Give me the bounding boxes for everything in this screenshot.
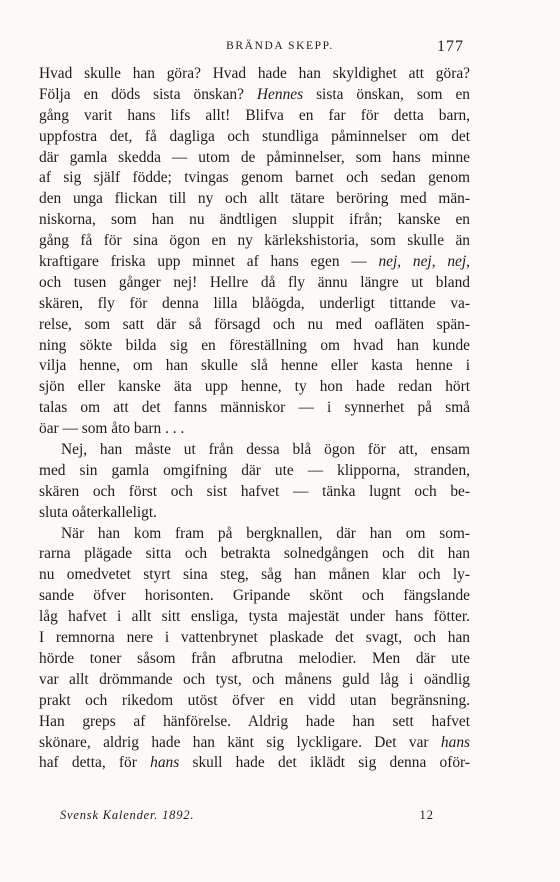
text-line: med sin gamla omgifning där ute — klipporna, stranden, bbox=[39, 461, 470, 479]
text-run: Följa en döds sista önskan? bbox=[39, 85, 257, 103]
text-line: där gamla skedda — utom de påminnelser, som hans minne bbox=[39, 148, 470, 166]
text-line: uppfostra det, få dagliga och stundliga påminnelser om det bbox=[39, 127, 470, 145]
text-line: gång få för sina ögon en ny kärlekshistoria, som skulle än bbox=[39, 232, 470, 250]
page-number: 177 bbox=[437, 38, 464, 55]
text-run: , bbox=[431, 253, 448, 271]
text-line: låg hafvet i allt sitt ensliga, tysta majestät under hans fötter. bbox=[39, 608, 470, 626]
text-line: relse, som satt där så försagd och nu med oafläten spän- bbox=[39, 315, 470, 333]
text-line: var allt drömmande och tyst, och månens guld låg i oändlig bbox=[39, 670, 470, 688]
emphasis: nej bbox=[412, 253, 432, 271]
text-run: kraftigare friska upp minnet af hans egen — bbox=[39, 253, 379, 271]
text-line bbox=[39, 753, 470, 774]
text-line: Nej, han måste ut från dessa blå ögon för att, ensam bbox=[61, 441, 470, 459]
text-run: sista önskan, som en bbox=[303, 85, 470, 103]
text-line: talas om att det fanns människor — i synnerhet på små bbox=[39, 399, 470, 417]
page-footer bbox=[60, 808, 434, 828]
text-line: rarna plägade sitta och betrakta solnedgången och dit han bbox=[39, 545, 470, 563]
text-line: prakt och rikedom utöst öfver en vidd utan begränsning. bbox=[39, 691, 470, 709]
text-line: den unga flickan till ny och allt tätare beröring med män- bbox=[39, 190, 470, 208]
text-line: sande öfver horisonten. Gripande skönt och fängslande bbox=[39, 587, 470, 605]
text-line bbox=[39, 252, 470, 273]
text-line: Han greps af hänförelse. Aldrig hade han sett hafvet bbox=[39, 712, 470, 730]
text-line: Hvad skulle han göra? Hvad hade han skyldighet att göra? bbox=[39, 65, 470, 82]
text-line: skären och först och sist hafvet — tänka lugnt och be- bbox=[39, 482, 470, 500]
text-line: sjön eller kanske äta upp henne, ty hon hade redan hört bbox=[39, 378, 470, 396]
text-line: hörde toner såsom från afbrutna melodier. Men där ute bbox=[39, 649, 470, 667]
text-run: , bbox=[397, 253, 413, 271]
running-title: BRÄNDA SKEPP. bbox=[226, 40, 334, 52]
text-line bbox=[39, 85, 470, 106]
text-line: När han kom fram på bergknallen, där han om som- bbox=[61, 524, 470, 542]
text-line: af sig själf födde; tvingas genom barnet och sedan genom bbox=[39, 169, 470, 187]
text-run: haf detta, för bbox=[39, 754, 151, 772]
text-line: och tusen gånger nej! Hellre då fly ännu längre ut bland bbox=[39, 273, 470, 291]
running-head bbox=[0, 38, 560, 58]
signature-mark: Svensk Kalender. 1892. bbox=[60, 808, 195, 822]
text-line: niskorna, som han nu ändtligen sluppit ifrån; kanske en bbox=[39, 211, 470, 229]
emphasis: nej bbox=[447, 253, 467, 271]
text-line: skären, fly för denna lilla blåögda, underligt tittande va- bbox=[39, 294, 470, 312]
text-run: skönare, aldrig hade han känt sig lyckligare. Det var bbox=[39, 733, 441, 751]
emphasis: nej bbox=[378, 253, 398, 271]
text-line bbox=[39, 733, 470, 754]
text-line: sluta oåterkalleligt. bbox=[39, 503, 157, 521]
text-run: , bbox=[466, 253, 470, 271]
text-line: nu omedvetet styrt sina steg, såg han månen klar och ly- bbox=[39, 566, 470, 584]
text-run: skull hade det iklädt sig denna oför- bbox=[179, 754, 470, 772]
text-line: ning sökte bilda sig en föreställning om hvad han kunde bbox=[39, 336, 470, 354]
body-text bbox=[39, 64, 470, 774]
text-line: vilja henne, om han skulle slå henne eller kasta henne i bbox=[39, 357, 470, 375]
emphasis: hans bbox=[150, 754, 180, 772]
emphasis: hans bbox=[440, 733, 470, 751]
text-line: öar — som åto barn . . . bbox=[39, 420, 185, 438]
sheet-number: 12 bbox=[419, 808, 434, 822]
emphasis: Hennes bbox=[256, 85, 304, 103]
text-line: I remnorna nere i vattenbrynet plaskade det svagt, och han bbox=[39, 629, 470, 647]
text-line: gång varit hans lifs allt! Blifva en far för detta barn, bbox=[39, 106, 470, 124]
